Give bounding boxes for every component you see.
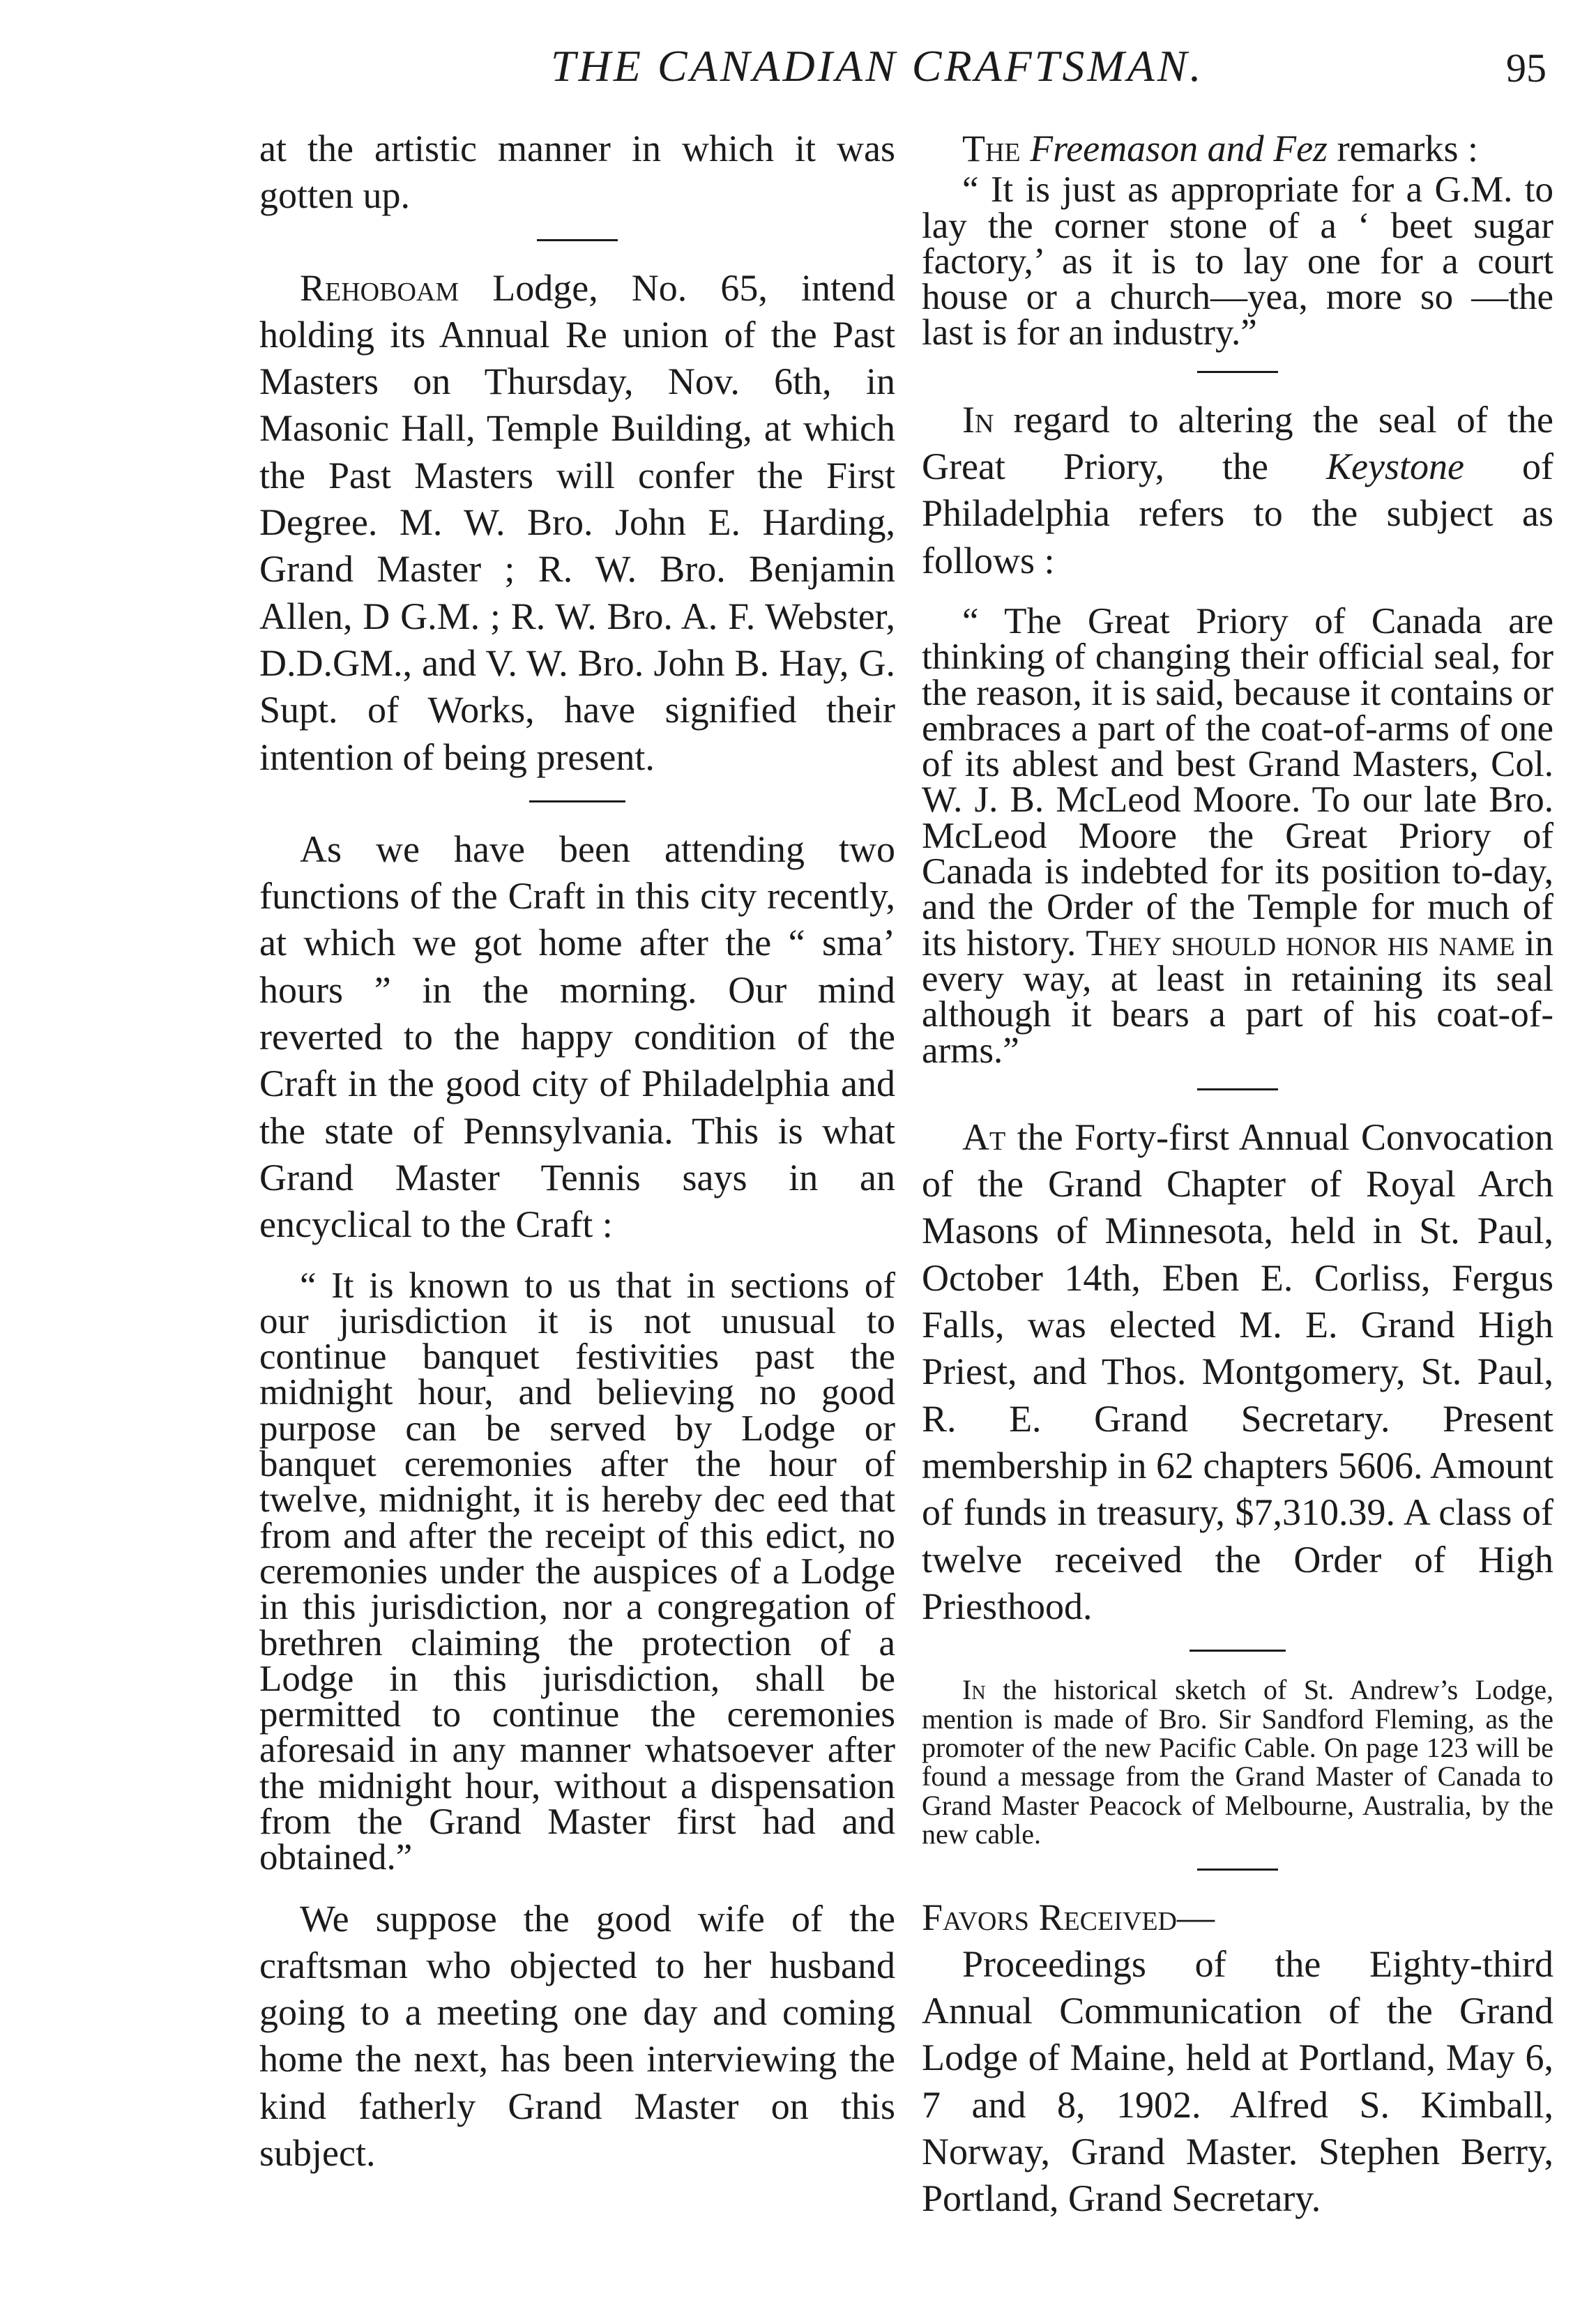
quote-text: “ The Great Priory of Canada are thinking of changing their official seal, for the reason, it is said, because it contains or embraces a part of the coat-of-arms of one of its ablest and best Grand Masters, Col. W. J. B. McLeod Moore. To our late Bro. McLeod Moore the Great Priory of Canada is indebted for its position to-day, and the Order of the Temple for much of its history. xyxy=(922,600,1553,964)
publication-title: Freemason and Fez xyxy=(1030,128,1328,169)
emphasis-caps: They should honor his name xyxy=(1086,922,1515,964)
paragraph-text: Lodge, No. 65, intend holding its Annual Re union of the Past Masters on Thursday, Nov. 6th, in Masonic Hall, Temple Building, at which the Past Masters will confer the First Degree. M. W. Bro. John E. Harding, Grand Master ; R. W. Bro. Benjamin Allen, D G.M. ; R. W. Bro. A. F. Webster, D.D.GM., and V. W. Bro. John B. Hay, G. Supt. of Works, have signified their intention of being present. xyxy=(259,266,895,778)
section-divider xyxy=(1190,1650,1286,1652)
lead-word: The xyxy=(962,128,1021,169)
paragraph-rehoboam xyxy=(259,265,895,781)
section-divider xyxy=(1197,371,1278,373)
page-number: 95 xyxy=(1506,45,1546,91)
right-column xyxy=(922,125,1553,2223)
paragraph-minnesota xyxy=(922,1114,1553,1630)
section-divider xyxy=(1197,1869,1278,1871)
paragraph-text: the Forty-first Annual Convocation of the Grand Chapter of Royal Arch Masons of Minnesota, held in St. Paul, October 14th, Eben E. Corliss, Fergus Falls, was elected M. E. Grand High Priest, and Thos. Montgomery, St. Paul, R. E. Grand Secretary. Present membership in 62 chapters 5606. Amount of funds in treasury, $7,310.39. A class of twelve received the Order of High Priesthood. xyxy=(922,1116,1553,1627)
freemason-quote: “ It is just as appropriate for a G.M. to lay the corner stone of a ‘ beet sugar factory,’ as it is to lay one for a court house or a church—yea, more so —the last is for an industry.” xyxy=(922,169,1553,353)
lead-word: At xyxy=(962,1116,1006,1158)
publication-title: Keystone xyxy=(1326,446,1464,488)
paragraph-great-priory xyxy=(922,397,1553,584)
paragraph-text: regard to altering the seal of the Great Priory, the xyxy=(922,398,1553,488)
paragraph-continuation: at the artistic manner in which it was gotten up. xyxy=(259,128,895,217)
quote-text: in every way, at least in retaining its seal although it bears a part of his coat-of-arms.” xyxy=(922,922,1553,1071)
page-header xyxy=(0,35,1596,112)
paragraph-text: the historical sketch of St. Andrew’s Lodge, mention is made of Bro. Sir Sandford Fleming, as the promoter of the new Pacific Cable. On page 123 will be found a message from the Grand Master of Canada to Grand Master Peacock of Melbourne, Australia, by the new cable. xyxy=(922,1674,1553,1850)
lead-word: Rehoboam xyxy=(300,266,459,309)
section-divider xyxy=(537,239,618,241)
paragraph-text: remarks : xyxy=(1337,128,1478,169)
lead-word: In xyxy=(962,398,994,441)
section-divider xyxy=(1197,1088,1278,1090)
paragraph-text: of Philadelphia refers to the subject as follows : xyxy=(922,446,1553,581)
lead-word: In xyxy=(962,1674,986,1706)
keystone-quote xyxy=(922,600,1553,1071)
paragraph-good-wife: We suppose the good wife of the craftsman who objected to her husband going to a meeting one day and coming home the next, has been interviewing the kind fatherly Grand Master on this subject. xyxy=(259,1897,895,2175)
encyclical-quote: “ It is known to us that in sections of our jurisdiction it is not unusual to continue banquet festivities past the midnight hour, and believing no good purpose can be served by Lodge or banquet ceremonies after the hour of twelve, midnight, it is hereby dec eed that from and after the receipt of this edict, no ceremonies under the auspices of a Lodge in this jurisdiction, nor a congregation of brethren claiming the protection of a Lodge in this jurisdiction, shall be permitted to continue the ceremonies aforesaid in any manner whatsoever after the midnight hour, without a dispensation from the Grand Master first had and obtained.” xyxy=(259,1265,895,1878)
paragraph-freemason-fez xyxy=(922,125,1553,172)
section-divider xyxy=(529,800,625,802)
paragraph-maine: Proceedings of the Eighty-third Annual Communication of the Grand Lodge of Maine, held at Portland, May 6, 7 and 8, 1902. Alfred S. Kimball, Norway, Grand Master. Stephen Berry, Portland, Grand Secretary. xyxy=(922,1942,1553,2220)
running-title: THE CANADIAN CRAFTSMAN. xyxy=(551,41,1204,91)
paragraph-functions: As we have been attending two functions of the Craft in this city recently, at which we got home after the “ sma’ hours ” in the morning. Our mind reverted to the happy condition of the Craft in the good city of Philadelphia and the state of Pennsylvania. This is what Grand Master Tennis says in an encyclical to the Craft : xyxy=(259,828,895,1246)
favors-heading: Favors Received— xyxy=(922,1896,1215,1938)
left-column xyxy=(259,125,895,2177)
note-st-andrews xyxy=(922,1675,1553,1848)
